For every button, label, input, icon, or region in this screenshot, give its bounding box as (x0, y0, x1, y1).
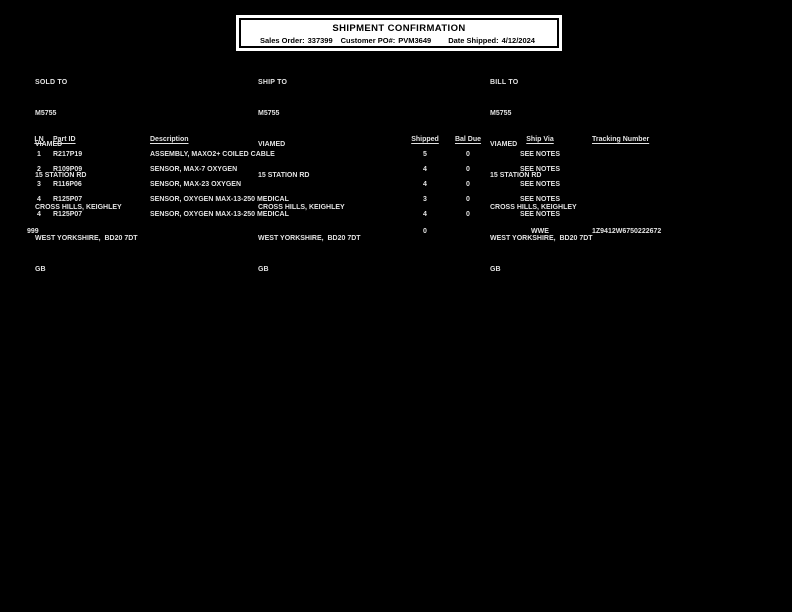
address-line: M5755 (35, 110, 57, 118)
table-row (0, 151, 792, 163)
title-box (239, 18, 559, 48)
row-ship-via: SEE NOTES (519, 151, 561, 158)
table-row (0, 181, 792, 193)
header-ln: LN (34, 136, 44, 143)
row-ln: 1 (37, 151, 41, 158)
address-line: VIAMED (490, 141, 518, 149)
row-bal-due: 0 (466, 196, 470, 203)
header-shipped: Shipped (411, 136, 439, 143)
header-part-id: Part ID (53, 136, 76, 143)
sales-order-label: Sales Order: (260, 36, 305, 45)
row-ship-via: SEE NOTES (519, 166, 561, 173)
row-shipped: 4 (423, 166, 427, 173)
row-shipped: 4 (423, 181, 427, 188)
row-description: SENSOR, OXYGEN MAX-13-250 MEDICAL (150, 211, 289, 218)
address-line: CROSS HILLS, KEIGHLEY (258, 203, 345, 211)
row-description: ASSEMBLY, MAXO2+ COILED CABLE (150, 151, 275, 158)
table-row (0, 211, 792, 223)
row-part-id: R125P07 (53, 211, 83, 218)
document-subtitle (241, 36, 557, 45)
date-shipped-value: 4/12/2024 (501, 36, 535, 45)
header-tracking-number: Tracking Number (592, 136, 650, 143)
address-line: 15 STATION RD (490, 172, 542, 180)
row-bal-due: 0 (466, 211, 470, 218)
address-line: WEST YORKSHIRE, BD20 7DT (35, 234, 138, 242)
row-ln: 2 (37, 166, 41, 173)
address-line: VIAMED (258, 141, 286, 149)
footer-tracking-number: 1Z9412W6750222672 (592, 228, 662, 235)
header-ship-via: Ship Via (526, 136, 554, 143)
row-shipped: 3 (423, 196, 427, 203)
row-part-id: R125P07 (53, 196, 83, 203)
footer-left-mark: 999 (27, 228, 39, 235)
row-bal-due: 0 (466, 166, 470, 173)
address-line: WEST YORKSHIRE, BD20 7DT (258, 234, 361, 242)
table-header (0, 136, 792, 148)
row-ln: 4 (37, 196, 41, 203)
table-footer-row (0, 228, 792, 240)
header-bal-due: Bal Due (454, 136, 482, 143)
row-shipped: 5 (423, 151, 427, 158)
footer-total: 0 (423, 228, 427, 235)
bill-to-heading: BILL TO (490, 78, 519, 86)
table-row (0, 196, 792, 208)
row-bal-due: 0 (466, 181, 470, 188)
sold-to-heading: SOLD TO (35, 78, 68, 86)
footer-ship-via: WWE (531, 228, 549, 235)
address-line: 15 STATION RD (35, 172, 87, 180)
row-shipped: 4 (423, 211, 427, 218)
table-row (0, 166, 792, 178)
row-ship-via: SEE NOTES (519, 196, 561, 203)
date-shipped-label: Date Shipped: (448, 36, 499, 45)
row-description: SENSOR, OXYGEN MAX-13-250 MEDICAL (150, 196, 289, 203)
address-line: GB (258, 266, 269, 274)
row-description: SENSOR, MAX-23 OXYGEN (150, 181, 242, 188)
row-part-id: R109P09 (53, 166, 83, 173)
address-line: GB (490, 266, 501, 274)
row-ship-via: SEE NOTES (519, 211, 561, 218)
header-description: Description (150, 136, 189, 143)
row-ln: 3 (37, 181, 41, 188)
row-part-id: R116P06 (53, 181, 82, 188)
address-line: GB (35, 266, 46, 274)
customer-po-value: PVM3649 (398, 36, 432, 45)
address-line: WEST YORKSHIRE, BD20 7DT (490, 234, 593, 242)
customer-po-label: Customer PO#: (340, 36, 396, 45)
row-description: SENSOR, MAX-7 OXYGEN (150, 166, 238, 173)
address-line: CROSS HILLS, KEIGHLEY (35, 203, 122, 211)
address-line: M5755 (490, 110, 512, 118)
row-bal-due: 0 (466, 151, 470, 158)
document-title: SHIPMENT CONFIRMATION (332, 23, 466, 34)
row-ln: 4 (37, 211, 41, 218)
sales-order-value: 337399 (307, 36, 333, 45)
address-line: 15 STATION RD (258, 172, 310, 180)
address-line: CROSS HILLS, KEIGHLEY (490, 203, 577, 211)
address-line: M5755 (258, 110, 280, 118)
row-ship-via: SEE NOTES (519, 181, 561, 188)
row-part-id: R217P19 (53, 151, 83, 158)
address-line: VIAMED (35, 141, 63, 149)
ship-to-heading: SHIP TO (258, 78, 288, 86)
